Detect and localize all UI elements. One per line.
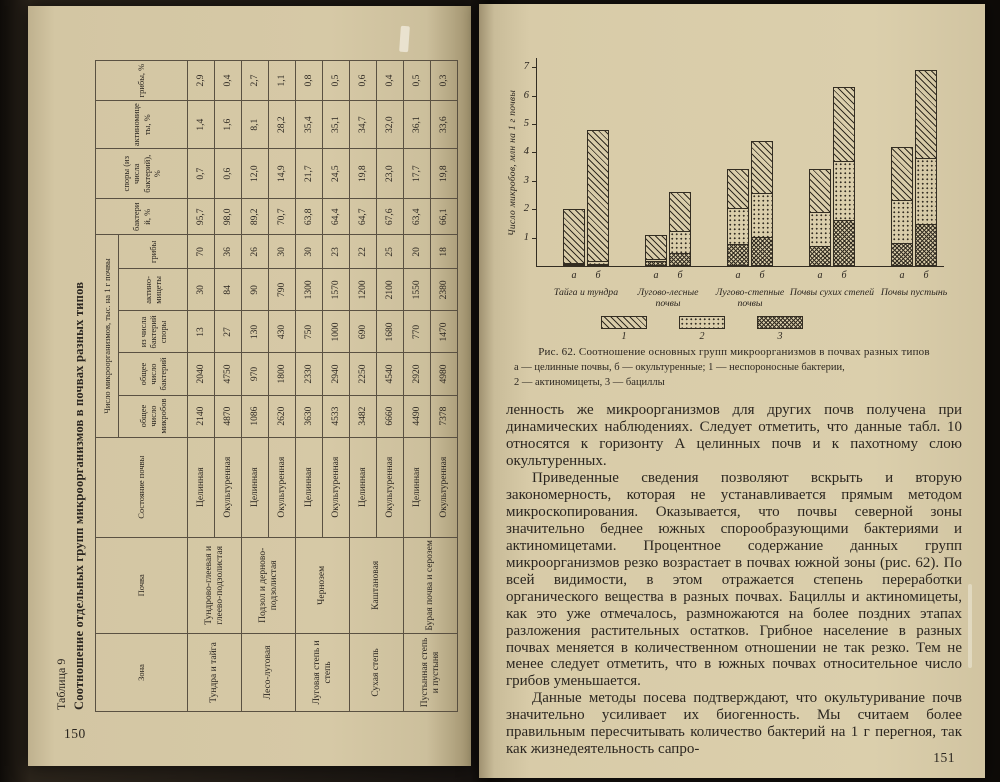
bar-segment-неспороносные бактерии	[588, 131, 608, 262]
legend-number: 2	[699, 331, 705, 342]
table-cell: 63,8	[296, 199, 323, 235]
table-cell: 130	[242, 311, 269, 353]
figure-caption-title: Рис. 62. Соотношение основных групп микроорганизмов в почвах разных типов	[538, 346, 930, 358]
cell-zone: Пустынная степь и пустыня	[404, 633, 458, 711]
bar-segment-актиномицеты	[752, 193, 772, 237]
legend-pattern-box	[679, 316, 725, 329]
col-soil: Почва	[96, 537, 188, 633]
body-text	[506, 402, 962, 758]
chart-bar	[727, 169, 749, 266]
bar-segment-бациллы	[916, 224, 936, 265]
table-cell: 67,6	[377, 199, 404, 235]
table-cell: 0,8	[296, 61, 323, 101]
bar-segment-актиномицеты	[810, 212, 830, 245]
bar-segment-неспороносные бактерии	[892, 148, 912, 200]
table-row	[296, 61, 323, 712]
table-title: Соотношение отдельных групп микроорганизмов в почвах разных типов	[72, 281, 86, 710]
page-number-left: 150	[64, 726, 86, 741]
category-label: Почвы пустынь	[880, 287, 948, 298]
table-cell: 30	[296, 235, 323, 269]
table-cell: 2140	[188, 395, 215, 437]
cell-soil: Тундрово-глеевая и глеево-подзолистая	[188, 537, 242, 633]
x-axis-line	[536, 266, 944, 267]
table-cell: 4490	[404, 395, 431, 437]
table-cell: 790	[269, 269, 296, 311]
y-tick-label: 4	[523, 146, 529, 158]
table-cell: 27	[215, 311, 242, 353]
table-cell: 64,4	[323, 199, 350, 235]
col-group-counts: Число микроорганизмов, тыс. на 1 г почвы	[96, 235, 119, 437]
legend-number: 1	[621, 331, 627, 342]
y-tick	[532, 181, 536, 182]
cell-soil: Чернозем	[296, 537, 350, 633]
table-cell: 0,6	[350, 61, 377, 101]
cell-state: Целинная	[242, 437, 269, 537]
cell-state: Окультуренная	[377, 437, 404, 537]
table-cell: 64,7	[350, 199, 377, 235]
table-row	[350, 61, 377, 712]
y-tick-label: 1	[523, 231, 529, 243]
table-row	[242, 61, 269, 712]
right-page-content	[506, 6, 962, 758]
table-row	[404, 61, 431, 712]
page-number-right: 151	[933, 750, 955, 765]
figure-caption-line-2: 2 — актиномицеты, 3 — бациллы	[514, 376, 665, 388]
chart-bar	[833, 87, 855, 266]
legend-pattern-box	[601, 316, 647, 329]
table-row	[188, 61, 215, 712]
table-cell: 22	[350, 235, 377, 269]
bar-segment-бациллы	[670, 253, 690, 265]
legend-item-1	[601, 316, 647, 342]
y-tick-label: 3	[523, 174, 529, 186]
table-cell: 1,6	[215, 101, 242, 149]
table-cell: 1550	[404, 269, 431, 311]
y-tick	[532, 96, 536, 97]
cell-soil: Каштановая	[350, 537, 404, 633]
table-cell: 2920	[404, 353, 431, 395]
table-cell: 20	[404, 235, 431, 269]
bar-segment-бациллы	[728, 244, 748, 265]
table-cell: 0,4	[377, 61, 404, 101]
table-cell: 30	[269, 235, 296, 269]
cell-state: Окультуренная	[215, 437, 242, 537]
table-cell: 4750	[215, 353, 242, 395]
y-tick	[532, 238, 536, 239]
col-count: общее число бактерий	[119, 353, 188, 395]
table-cell: 21,7	[296, 149, 323, 199]
table-cell: 0,7	[188, 149, 215, 199]
category-label: Почвы сухих степей	[789, 287, 875, 298]
table-cell: 70,7	[269, 199, 296, 235]
col-state: Состояние почвы	[96, 437, 188, 537]
table-label: Таблица 9	[54, 658, 68, 710]
table-cell: 63,4	[404, 199, 431, 235]
table-cell: 18	[431, 235, 458, 269]
col-percent: споры (из числа бактерий), %	[96, 149, 188, 199]
table-cell: 23,0	[377, 149, 404, 199]
cell-state: Окультуренная	[431, 437, 458, 537]
table-cell: 2380	[431, 269, 458, 311]
table-cell: 690	[350, 311, 377, 353]
table-cell: 2330	[296, 353, 323, 395]
bar-segment-актиномицеты	[670, 231, 690, 253]
table-header-row	[96, 61, 119, 712]
table-cell: 2100	[377, 269, 404, 311]
table-cell: 1,1	[269, 61, 296, 101]
col-percent: актиномицеты, %	[96, 101, 188, 149]
table-cell: 1000	[323, 311, 350, 353]
bar-segment-бациллы	[752, 237, 772, 265]
bar-label: б	[759, 270, 765, 281]
col-percent: бактерий, %	[96, 199, 188, 235]
paragraph-2: Приведенные сведения позволяют вскрыть и вторую закономерность, которая не устанавливается прямым методом микроскопирования. Оказывается, что почвы северной зоны значительно беднее южных спорообразующими бактериями и актиномицетами. Процентное содержание данных групп микроорганизмов резко возрастает в почвах южной зоны (рис. 62). По всей видимости, в этом отражается степень переработки органического вещества в разных почвах. Бациллы и актиномицеты, как это уже отмечалось, размножаются на более поздних этапах разложения растительных остатков. Грибное население в разных почвах меняется в количественном отношении не так резко. Тем не менее следует отметить, что в южных почвах относительное число грибов уменьшается.	[506, 470, 962, 690]
chart-bar	[645, 235, 667, 266]
bar-segment-актиномицеты	[916, 158, 936, 224]
chart-bar	[891, 147, 913, 266]
table-cell: 4980	[431, 353, 458, 395]
cell-state: Целинная	[350, 437, 377, 537]
table-cell: 1300	[296, 269, 323, 311]
table-cell: 32,0	[377, 101, 404, 149]
table-cell: 17,7	[404, 149, 431, 199]
cell-state: Окультуренная	[323, 437, 350, 537]
table-cell: 0,5	[404, 61, 431, 101]
bar-segment-актиномицеты	[834, 161, 854, 220]
cell-state: Целинная	[404, 437, 431, 537]
chart-bar	[563, 209, 585, 266]
bar-segment-актиномицеты	[892, 200, 912, 243]
y-tick-label: 6	[523, 89, 529, 101]
bar-segment-неспороносные бактерии	[834, 88, 854, 161]
table-cell: 0,6	[215, 149, 242, 199]
category-label: Лугово-степные почвы	[715, 287, 785, 310]
bar-segment-неспороносные бактерии	[810, 170, 830, 212]
table-cell: 28,2	[269, 101, 296, 149]
cell-state: Целинная	[296, 437, 323, 537]
y-tick-label: 7	[523, 61, 529, 73]
legend-pattern-box	[757, 316, 803, 329]
bar-label: а	[735, 270, 741, 281]
cell-soil: Бурая почва и серозем	[404, 537, 458, 633]
y-tick-label: 2	[523, 203, 529, 215]
table-cell: 70	[188, 235, 215, 269]
table-cell: 24,5	[323, 149, 350, 199]
table-cell: 750	[296, 311, 323, 353]
table-cell: 1200	[350, 269, 377, 311]
chart-bar	[915, 70, 937, 266]
table-cell: 34,7	[350, 101, 377, 149]
table-cell: 33,6	[431, 101, 458, 149]
category-label: Тайга и тундра	[553, 287, 619, 298]
chart-bar	[587, 130, 609, 266]
col-percent: грибы, %	[96, 61, 188, 101]
table-cell: 13	[188, 311, 215, 353]
table-cell: 0,3	[431, 61, 458, 101]
table-cell: 1086	[242, 395, 269, 437]
bar-label: а	[817, 270, 823, 281]
y-axis-line	[536, 58, 537, 267]
y-tick	[532, 124, 536, 125]
table-cell: 2940	[323, 353, 350, 395]
table-cell: 90	[242, 269, 269, 311]
bar-label: а	[899, 270, 905, 281]
table-cell: 8,1	[242, 101, 269, 149]
table-cell: 2,9	[188, 61, 215, 101]
table-cell: 84	[215, 269, 242, 311]
cell-zone: Тундра и тайга	[188, 633, 242, 711]
table-cell: 26	[242, 235, 269, 269]
table-cell: 770	[404, 311, 431, 353]
bar-segment-неспороносные бактерии	[916, 71, 936, 158]
cell-soil: Подзол и дерново-подзолистая	[242, 537, 296, 633]
bar-label: б	[677, 270, 683, 281]
cell-zone: Лесо-луговая	[242, 633, 296, 711]
table-cell: 14,9	[269, 149, 296, 199]
y-tick-label: 5	[523, 118, 529, 129]
table-cell: 36,1	[404, 101, 431, 149]
table-cell: 4870	[215, 395, 242, 437]
bar-segment-бациллы	[892, 243, 912, 265]
table-cell: 2620	[269, 395, 296, 437]
bar-segment-бациллы	[588, 264, 608, 265]
bar-segment-бациллы	[834, 220, 854, 265]
cell-state: Окультуренная	[269, 437, 296, 537]
microorganisms-table	[95, 60, 458, 712]
figure-caption-line-1: а — целинные почвы, б — окультуренные; 1 — неспороносные бактерии,	[514, 362, 845, 373]
bar-segment-бациллы	[564, 264, 584, 265]
rotated-table-area	[54, 40, 466, 712]
table-cell: 970	[242, 353, 269, 395]
bar-segment-неспороносные бактерии	[752, 142, 772, 193]
cell-zone: Сухая степь	[350, 633, 404, 711]
table-cell: 35,4	[296, 101, 323, 149]
table-cell: 1,4	[188, 101, 215, 149]
cell-zone: Луговая степь и степь	[296, 633, 350, 711]
table-cell: 4540	[377, 353, 404, 395]
table-cell: 2040	[188, 353, 215, 395]
chart-bar	[751, 141, 773, 266]
table-cell: 98,0	[215, 199, 242, 235]
bar-segment-бациллы	[646, 261, 666, 265]
table-cell: 1800	[269, 353, 296, 395]
bar-label: б	[595, 270, 601, 281]
bar-segment-неспороносные бактерии	[564, 210, 584, 263]
paper-scratch	[968, 584, 972, 668]
rotated-table-inner	[54, 40, 466, 712]
right-page	[479, 4, 985, 778]
bar-label: а	[653, 270, 659, 281]
paragraph-3: Данные методы посева подтверждают, что окультуривание почв значительно усиливает их биогенность. Мы считаем более правильным пересчитывать количество бактерий на 1 г перегноя, так как жизнедеятельность сапро-	[506, 690, 962, 758]
left-page	[28, 6, 471, 766]
legend-item-2	[679, 316, 725, 342]
table-cell: 3630	[296, 395, 323, 437]
col-zone: Зона	[96, 633, 188, 711]
table-cell: 89,2	[242, 199, 269, 235]
table-cell: 430	[269, 311, 296, 353]
paragraph-1: ленность же микроорганизмов для других почв получена при динамических наблюдениях. Следует отметить, что данные табл. 10 относятся к горизонту А целинных почв и к пахотному слою окультуренных.	[506, 402, 962, 470]
chart-bar	[809, 169, 831, 266]
table-cell: 1570	[323, 269, 350, 311]
legend-item-3	[757, 316, 803, 342]
col-count: грибы	[119, 235, 188, 269]
bar-label: б	[923, 270, 929, 281]
table-cell: 23	[323, 235, 350, 269]
table-cell: 36	[215, 235, 242, 269]
table-cell: 4533	[323, 395, 350, 437]
table-cell: 6660	[377, 395, 404, 437]
figure-62-chart	[506, 34, 961, 340]
bar-segment-актиномицеты	[728, 208, 748, 244]
y-tick	[532, 209, 536, 210]
bar-segment-бациллы	[810, 246, 830, 265]
bar-segment-неспороносные бактерии	[728, 170, 748, 208]
table-cell: 12,0	[242, 149, 269, 199]
col-count: общее число микробов	[119, 395, 188, 437]
category-label: Лугово-лесные почвы	[637, 287, 699, 310]
table-cell: 3482	[350, 395, 377, 437]
table-cell: 95,7	[188, 199, 215, 235]
chart-legend	[601, 316, 803, 342]
table-cell: 1680	[377, 311, 404, 353]
col-count: из числа бактерий споры	[119, 311, 188, 353]
table-cell: 2250	[350, 353, 377, 395]
chart-bar	[669, 192, 691, 266]
table-cell: 30	[188, 269, 215, 311]
bar-label: б	[841, 270, 847, 281]
table-cell: 66,1	[431, 199, 458, 235]
table-cell: 2,7	[242, 61, 269, 101]
y-tick	[532, 67, 536, 68]
table-cell: 7378	[431, 395, 458, 437]
table-cell: 0,4	[215, 61, 242, 101]
table-cell: 25	[377, 235, 404, 269]
paper-flaw	[399, 26, 410, 53]
cell-state: Целинная	[188, 437, 215, 537]
table-cell: 0,5	[323, 61, 350, 101]
table-cell: 1470	[431, 311, 458, 353]
bar-label: а	[571, 270, 577, 281]
col-count: актиномицеты	[119, 269, 188, 311]
table-cell: 19,8	[350, 149, 377, 199]
legend-number: 3	[777, 331, 783, 342]
y-tick	[532, 152, 536, 153]
bar-segment-неспороносные бактерии	[646, 236, 666, 259]
table-cell: 35,1	[323, 101, 350, 149]
table-cell: 19,8	[431, 149, 458, 199]
bar-segment-неспороносные бактерии	[670, 193, 690, 231]
y-axis-label: Число микробов, млн на 1 г почвы	[508, 89, 518, 237]
